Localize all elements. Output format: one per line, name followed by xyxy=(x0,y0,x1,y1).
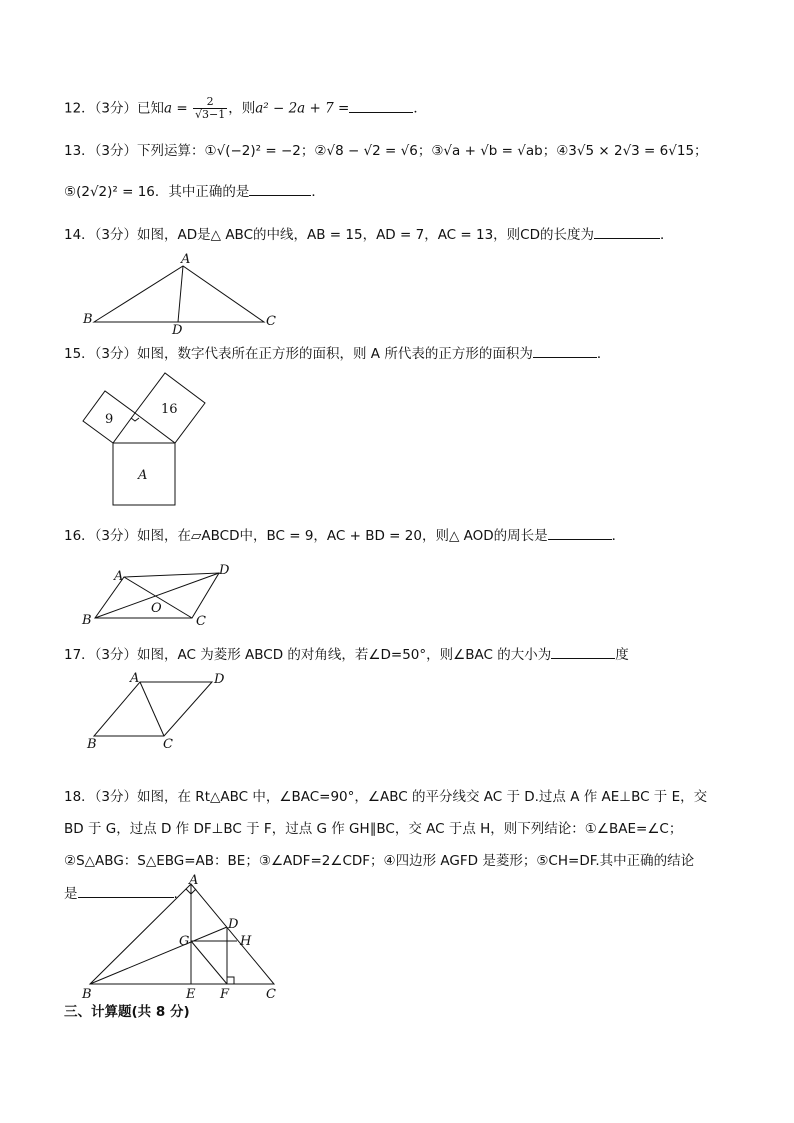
q17-label-d: D xyxy=(214,672,225,687)
section-3-heading: 三、计算题(共 8 分) xyxy=(64,1004,190,1020)
q14-label-c: C xyxy=(266,314,276,329)
q14-label-d: D xyxy=(172,323,183,336)
q18-label-b: B xyxy=(82,987,92,1002)
q18-label-h: H xyxy=(240,934,252,949)
q15-label-16: 16 xyxy=(161,402,178,417)
q12-expr: a² − 2a + 7 = xyxy=(255,100,350,117)
q12-frac-den: √3−1 xyxy=(195,108,226,121)
question-18-line-3: ②S△ABG：S△EBG=AB：BE；③∠ADF=2∠CDF；④四边形 AGFD 是菱形；⑤CH=DF.其中正确的结论 xyxy=(64,853,695,869)
q15-text: 15．（3分）如图，数字代表所在正方形的面积，则 A 所代表的正方形的面积为 xyxy=(64,346,533,362)
q16-figure-parallelogram xyxy=(78,562,238,632)
q13-answer-blank[interactable] xyxy=(249,181,311,196)
q16-label-d: D xyxy=(219,563,230,578)
q18-label-g: G xyxy=(179,934,190,949)
q12-var: a xyxy=(164,100,173,117)
q12-fraction xyxy=(193,96,227,121)
q18-figure-right-triangle xyxy=(78,872,288,1004)
q13-line2-text: ⑤(2√2)² = 16．其中正确的是 xyxy=(64,184,250,200)
q18-label-f: F xyxy=(220,987,230,1002)
q16-answer-blank[interactable] xyxy=(548,525,612,540)
q16-end: ． xyxy=(611,528,626,544)
q14-text: 14．（3分）如图，AD是△ ABC的中线，AB = 15，AD = 7，AC = 13，则CD的长度为 xyxy=(64,227,595,243)
q18-label-c: C xyxy=(266,987,276,1002)
question-18-line-1: 18．（3分）如图，在 Rt△ABC 中，∠BAC=90°，∠ABC 的平分线交 AC 于 D.过点 A 作 AE⊥BC 于 E，交 xyxy=(64,789,708,805)
q18-end: . xyxy=(173,886,178,902)
q18-label-d: D xyxy=(228,917,239,932)
q18-label-e: E xyxy=(186,987,196,1002)
q12-end: ． xyxy=(413,100,427,117)
q14-label-a: A xyxy=(181,252,191,267)
q16-label-a: A xyxy=(114,569,124,584)
q18-line4-text: 是 xyxy=(64,886,78,902)
q18-segment-gf xyxy=(191,941,227,984)
q17-end: 度 xyxy=(615,647,629,663)
q13-end: ． xyxy=(311,184,325,200)
question-13-line-2 xyxy=(64,181,325,202)
q12-answer-blank[interactable] xyxy=(349,98,413,113)
q17-label-b: B xyxy=(87,737,97,752)
q15-end: ． xyxy=(596,346,611,362)
q15-right-angle-mark xyxy=(131,418,139,421)
question-17 xyxy=(64,644,629,665)
q16-label-o: O xyxy=(151,601,162,616)
question-13-line-1: 13．（3分）下列运算：①√(−2)² = −2；②√8 − √2 = √6；③√a + √b = √ab；④3√5 × 2√3 = 6√15； xyxy=(64,143,708,159)
question-16 xyxy=(64,525,625,546)
q14-label-b: B xyxy=(83,312,93,327)
q18-bisector-bd xyxy=(90,927,227,984)
q14-answer-blank[interactable] xyxy=(594,224,660,239)
q17-rhombus-abcd xyxy=(94,682,212,736)
q12-frac-num: 2 xyxy=(193,96,227,109)
q15-label-9: 9 xyxy=(105,412,114,427)
q14-end: ． xyxy=(660,227,674,243)
q17-answer-blank[interactable] xyxy=(551,644,615,659)
question-12 xyxy=(64,96,427,121)
q17-figure-rhombus xyxy=(84,670,234,752)
question-18-line-2: BD 于 G，过点 D 作 DF⊥BC 于 F，过点 G 作 GH∥BC，交 AC 于点 H，则下列结论：①∠BAE=∠C； xyxy=(64,821,683,837)
q17-text: 17．（3分）如图，AC 为菱形 ABCD 的对角线，若∠D=50°，则∠BAC 的大小为 xyxy=(64,647,552,663)
q16-label-c: C xyxy=(196,614,206,629)
q17-label-c: C xyxy=(163,737,173,752)
q12-label: 12．（3分）已知 xyxy=(64,100,165,117)
q12-then: ，则 xyxy=(228,100,256,117)
question-15 xyxy=(64,343,610,364)
q17-label-a: A xyxy=(130,671,140,686)
q18-label-a: A xyxy=(189,873,199,888)
question-14 xyxy=(64,224,674,245)
q15-answer-blank[interactable] xyxy=(533,343,597,358)
q16-label-b: B xyxy=(82,613,92,628)
q14-figure-triangle xyxy=(80,252,290,336)
q18-right-angle-f xyxy=(227,977,234,984)
q15-figure-squares xyxy=(78,368,210,510)
q14-median-ad xyxy=(178,266,183,322)
q17-diagonal-ac xyxy=(140,682,164,736)
q12-eq: = xyxy=(172,100,192,117)
q16-text: 16．（3分）如图，在▱ABCD中，BC = 9，AC + BD = 20，则△ AOD的周长是 xyxy=(64,528,548,544)
q15-label-a: A xyxy=(138,468,148,483)
